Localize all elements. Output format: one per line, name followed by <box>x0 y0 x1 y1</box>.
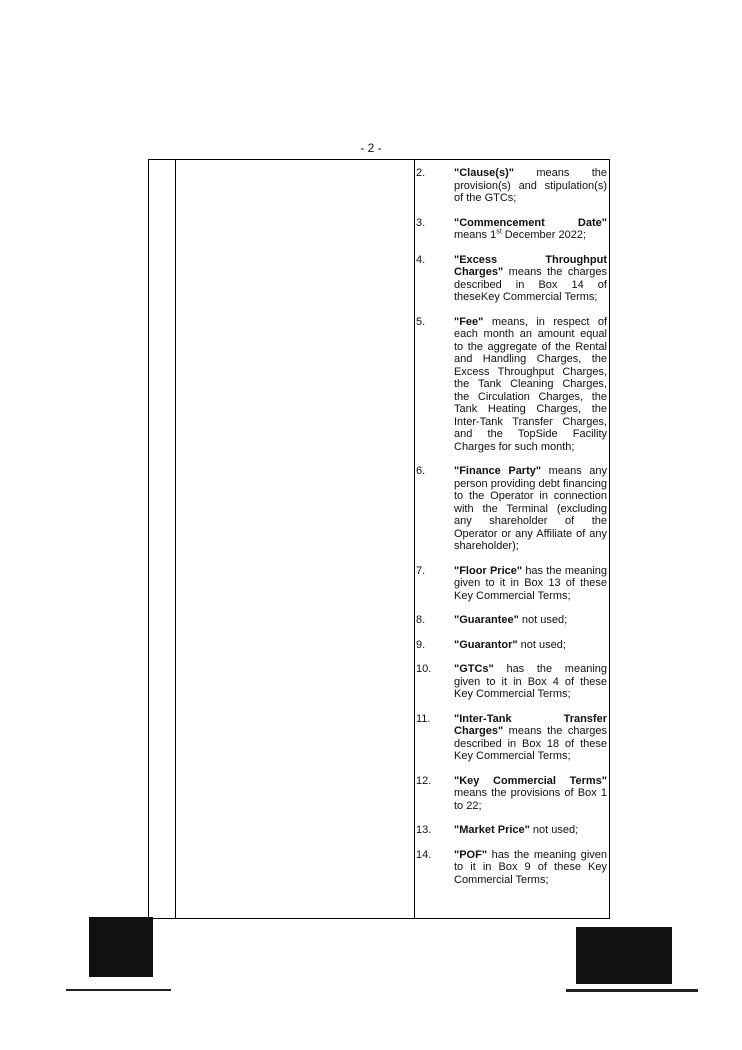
definition-text <box>454 775 607 813</box>
defined-term: "Market Price" <box>454 824 530 836</box>
defined-term: "Key Commercial Terms" <box>454 774 607 787</box>
definition-body: not used; <box>518 614 568 626</box>
definition-number: 11. <box>416 712 431 725</box>
definition-body: not used; <box>517 638 566 651</box>
defined-term: "Finance Party" <box>454 465 542 477</box>
definition-item <box>414 824 607 837</box>
page-number: - 2 - <box>360 141 382 155</box>
definition-body: means the charges described in Box 14 of theseKey Commercial Terms; <box>454 266 607 303</box>
definition-item <box>414 849 607 887</box>
redaction-block-right <box>576 927 672 984</box>
definition-text <box>454 465 607 553</box>
definition-body: means the charges described in Box 18 of these Key Commercial Terms; <box>454 725 607 762</box>
definition-item <box>414 465 607 553</box>
definition-item <box>414 167 607 205</box>
definition-number: 5. <box>416 315 426 328</box>
definition-body: means any person providing debt financing to the Operator in connection with the Terminal (excluding any shareholder of the Operator or any Affiliate of any shareholder); <box>454 465 607 552</box>
column-divider-1 <box>175 160 176 918</box>
definition-number: 4. <box>416 253 426 266</box>
defined-term: "Guarantee" <box>454 614 519 626</box>
definition-body: has the meaning given to it in Box 4 of these Key Commercial Terms; <box>454 663 607 700</box>
defined-term: "Floor Price" <box>454 564 523 577</box>
definition-text <box>454 713 607 763</box>
definition-text <box>454 614 607 627</box>
definitions-table <box>148 159 610 919</box>
definition-number: 2. <box>416 167 426 179</box>
definition-text <box>454 639 607 652</box>
definition-number: 13. <box>416 824 432 836</box>
definition-number: 12. <box>416 774 432 787</box>
defined-term: "POF" <box>454 848 488 861</box>
definition-number: 3. <box>416 216 426 229</box>
definition-number: 8. <box>416 614 426 626</box>
definition-body: means the provision(s) and stipulation(s) of the GTCs; <box>454 167 607 204</box>
definition-item <box>414 639 607 652</box>
definition-item <box>414 775 607 813</box>
defined-term: "Excess Throughput Charges" <box>454 253 607 278</box>
definition-item <box>414 316 607 454</box>
definition-item <box>414 663 607 701</box>
definition-text <box>454 663 607 701</box>
definition-body: means, in respect of each month an amount equal to the aggregate of the Rental and Handling Charges, the Excess Throughput Charges, the Tank Cleaning Charges, the Circulation Charges, the Tank Heating Charges, the Inter-Tank Transfer Charges, and the TopSide Facility Charges for such month; <box>454 315 607 453</box>
definition-text <box>454 824 607 837</box>
defined-term: "Fee" <box>454 315 484 328</box>
defined-term: "Guarantor" <box>454 638 518 651</box>
definition-number: 14. <box>416 848 432 861</box>
definition-item <box>414 217 607 242</box>
definition-number: 9. <box>416 638 426 651</box>
definition-text <box>454 217 607 242</box>
definition-text <box>454 316 607 454</box>
definition-number: 10. <box>416 663 432 675</box>
definition-body: means 1 <box>454 229 497 241</box>
defined-term: "GTCs" <box>454 663 494 675</box>
definition-text <box>454 254 607 304</box>
footer-rule-right <box>566 989 698 992</box>
definition-text <box>454 849 607 887</box>
definition-text <box>454 565 607 603</box>
definition-body: has the meaning given to it in Box 13 of these Key Commercial Terms; <box>454 564 608 602</box>
defined-term: "Commencement Date" <box>454 216 607 229</box>
definition-item <box>414 713 607 763</box>
definition-body: means the provisions of Box 1 to 22; <box>454 787 607 812</box>
definition-item <box>414 565 607 603</box>
definition-item <box>414 614 607 627</box>
footer-rule-left <box>66 989 171 991</box>
definition-text <box>454 167 607 205</box>
definitions-column <box>414 167 607 898</box>
definition-body: has the meaning given to it in Box 9 of these Key Commercial Terms; <box>454 848 607 886</box>
definition-body-tail: December 2022; <box>501 229 587 241</box>
definition-number: 6. <box>416 465 426 477</box>
ordinal-suffix: st <box>496 228 502 236</box>
definition-body: not used; <box>529 824 579 836</box>
definition-number: 7. <box>416 564 426 577</box>
redaction-block-left <box>89 917 153 977</box>
defined-term: "Clause(s)" <box>454 167 514 179</box>
defined-term: "Inter-Tank Transfer Charges" <box>454 712 607 737</box>
definition-item <box>414 254 607 304</box>
